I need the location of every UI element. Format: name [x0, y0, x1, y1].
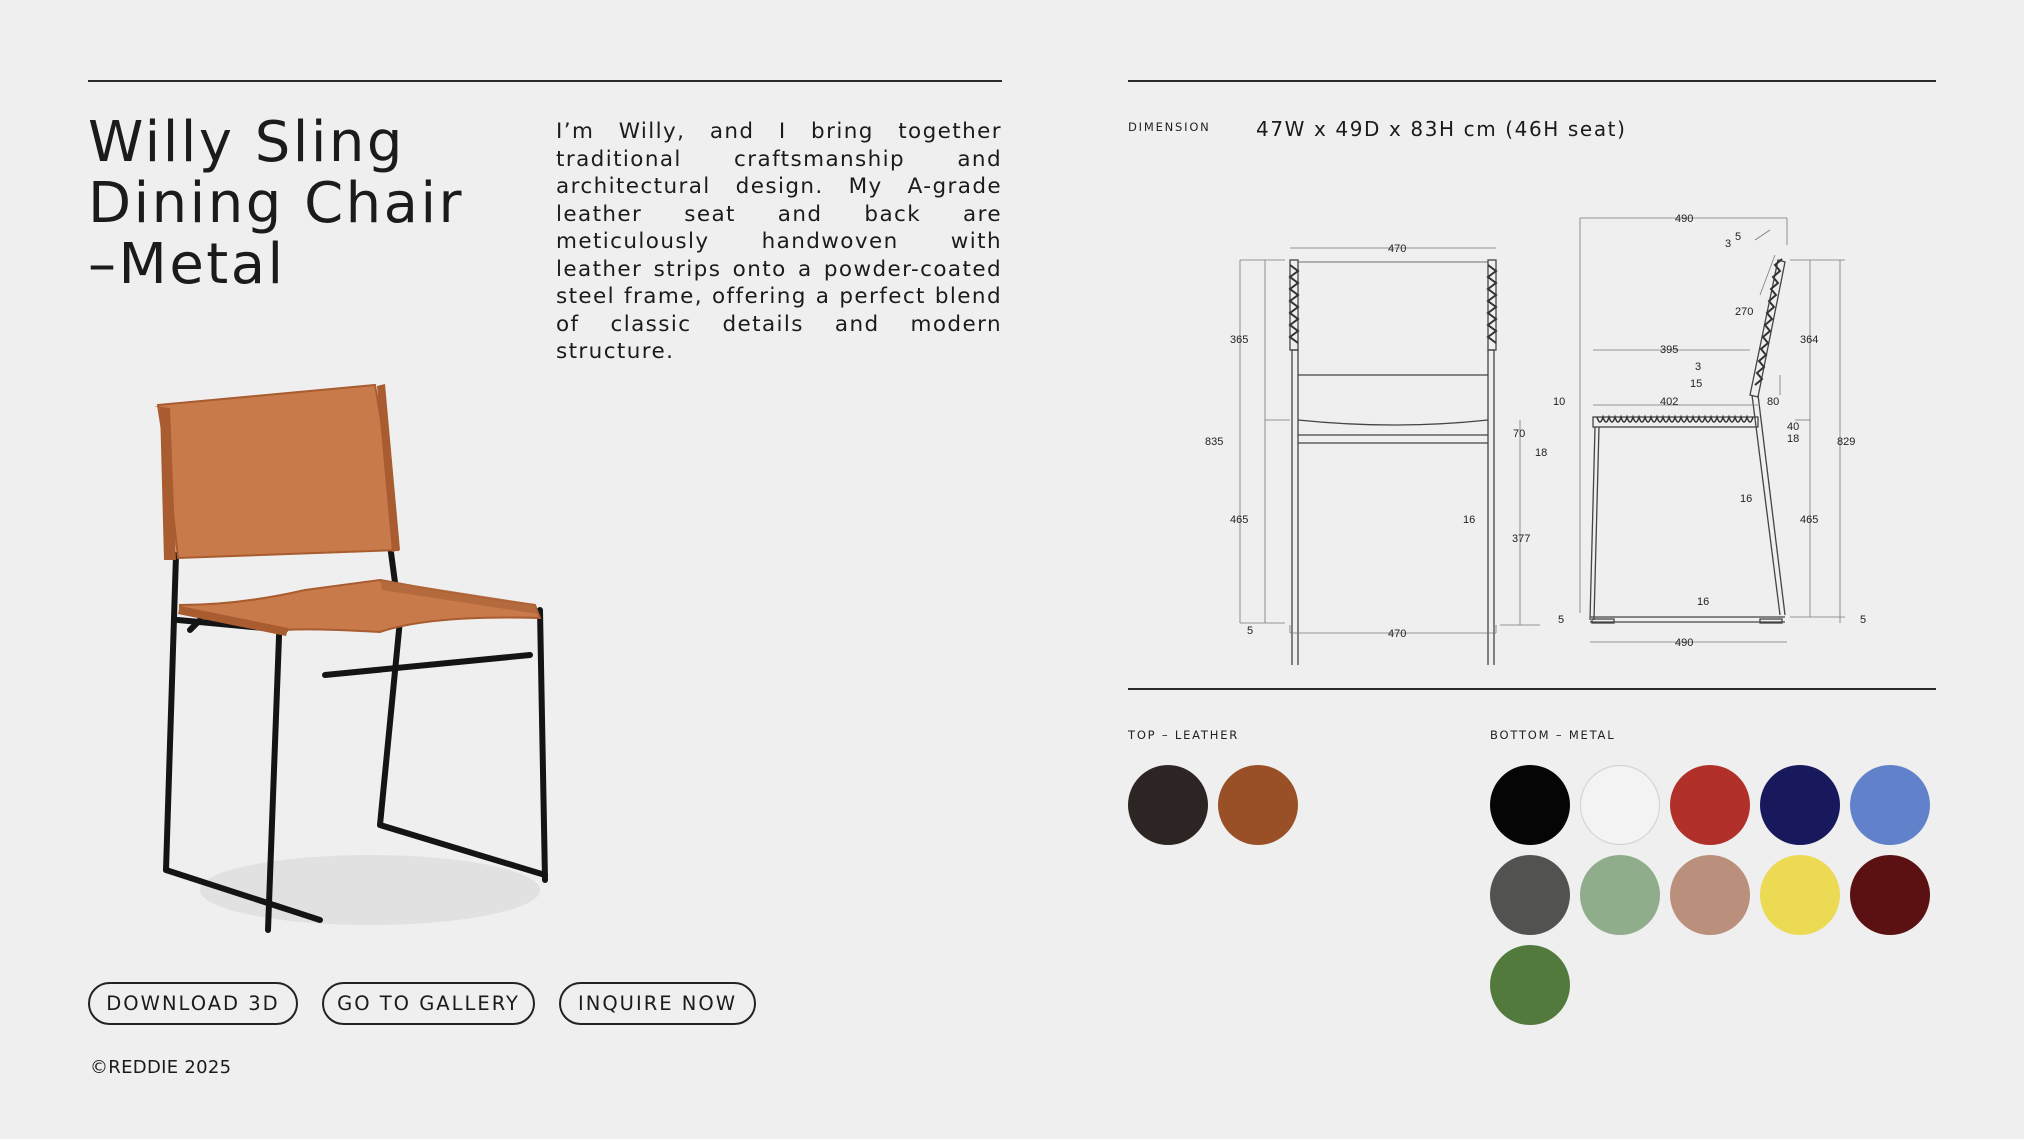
chair-backrest: [158, 385, 398, 558]
title-line-2: Dining Chair: [88, 171, 465, 236]
download-3d-button[interactable]: DOWNLOAD 3D: [88, 982, 298, 1025]
front-leg-height: 377: [1512, 533, 1531, 545]
metal-swatch-4[interactable]: [1760, 765, 1840, 845]
copyright: ©REDDIE 2025: [90, 1057, 232, 1078]
product-title: [88, 112, 464, 295]
side-back-height: 364: [1800, 334, 1819, 346]
metal-swatch-5[interactable]: [1850, 765, 1930, 845]
leather-swatch-2[interactable]: [1218, 765, 1298, 845]
top-rule-right: [1128, 80, 1936, 82]
side-seat-a: 40: [1787, 421, 1800, 433]
side-seat-depth-a: 395: [1660, 344, 1679, 356]
bottom-metal-label: BOTTOM – METAL: [1490, 728, 1616, 742]
chair-shadow: [200, 855, 540, 925]
metal-swatch-2[interactable]: [1580, 765, 1660, 845]
side-view: [1590, 259, 1785, 623]
side-dimension-lines: [1580, 218, 1845, 642]
side-angle-d: 15: [1690, 378, 1703, 390]
side-angle-c: 3: [1695, 361, 1702, 373]
metal-swatch-7[interactable]: [1580, 855, 1660, 935]
product-description: I’m Willy, and I bring together traditional craftsmanship and architectural design. My A-grade leather seat and back are meticulously handwoven with leather strips onto a powder-coated steel frame, offering a perfect blend of classic details and modern structure.: [556, 119, 1002, 364]
metal-swatch-6[interactable]: [1490, 855, 1570, 935]
metal-swatch-8[interactable]: [1670, 855, 1750, 935]
side-angle-b: 3: [1725, 238, 1732, 250]
side-angle-a: 5: [1735, 231, 1742, 243]
front-back-height: 365: [1230, 334, 1249, 346]
top-rule-left: [88, 80, 1002, 82]
middle-rule-right: [1128, 688, 1936, 690]
side-depth-bottom: 490: [1675, 637, 1694, 649]
go-to-gallery-button[interactable]: GO TO GALLERY: [322, 982, 535, 1025]
side-back-length: 270: [1735, 306, 1754, 318]
front-rail: 18: [1535, 447, 1548, 459]
side-leg-dia: 16: [1740, 493, 1753, 505]
chair-image: [130, 370, 570, 935]
technical-drawing: [1195, 205, 1895, 665]
front-seat-thickness: 70: [1513, 428, 1526, 440]
front-seat-height: 465: [1230, 514, 1249, 526]
side-depth-top: 490: [1675, 213, 1694, 225]
metal-swatch-9[interactable]: [1760, 855, 1840, 935]
side-foot-left: 5: [1558, 614, 1565, 626]
front-view: [1290, 260, 1496, 665]
top-leather-label: TOP – LEATHER: [1128, 728, 1240, 742]
inquire-now-button[interactable]: INQUIRE NOW: [559, 982, 756, 1025]
metal-swatch-10[interactable]: [1850, 855, 1930, 935]
dimension-label: DIMENSION: [1128, 120, 1211, 134]
side-runner: 16: [1697, 596, 1710, 608]
front-foot: 5: [1247, 625, 1254, 637]
side-offset: 10: [1553, 396, 1566, 408]
front-height-total: 835: [1205, 436, 1224, 448]
leather-swatch-1[interactable]: [1128, 765, 1208, 845]
side-seat-height: 465: [1800, 514, 1819, 526]
dimension-value: 47W x 49D x 83H cm (46H seat): [1256, 117, 1627, 141]
title-line-1: Willy Sling: [88, 110, 405, 175]
side-seat-depth-b: 402: [1660, 396, 1679, 408]
side-total-height: 829: [1837, 436, 1856, 448]
metal-swatch-3[interactable]: [1670, 765, 1750, 845]
front-leg-dia: 16: [1463, 514, 1476, 526]
metal-swatch-1[interactable]: [1490, 765, 1570, 845]
title-line-3: –Metal: [88, 232, 286, 297]
side-foot-right: 5: [1860, 614, 1867, 626]
side-gap: 80: [1767, 396, 1780, 408]
front-width-top: 470: [1388, 243, 1407, 255]
metal-swatch-11[interactable]: [1490, 945, 1570, 1025]
side-seat-b: 18: [1787, 433, 1800, 445]
front-width-bottom: 470: [1388, 628, 1407, 640]
